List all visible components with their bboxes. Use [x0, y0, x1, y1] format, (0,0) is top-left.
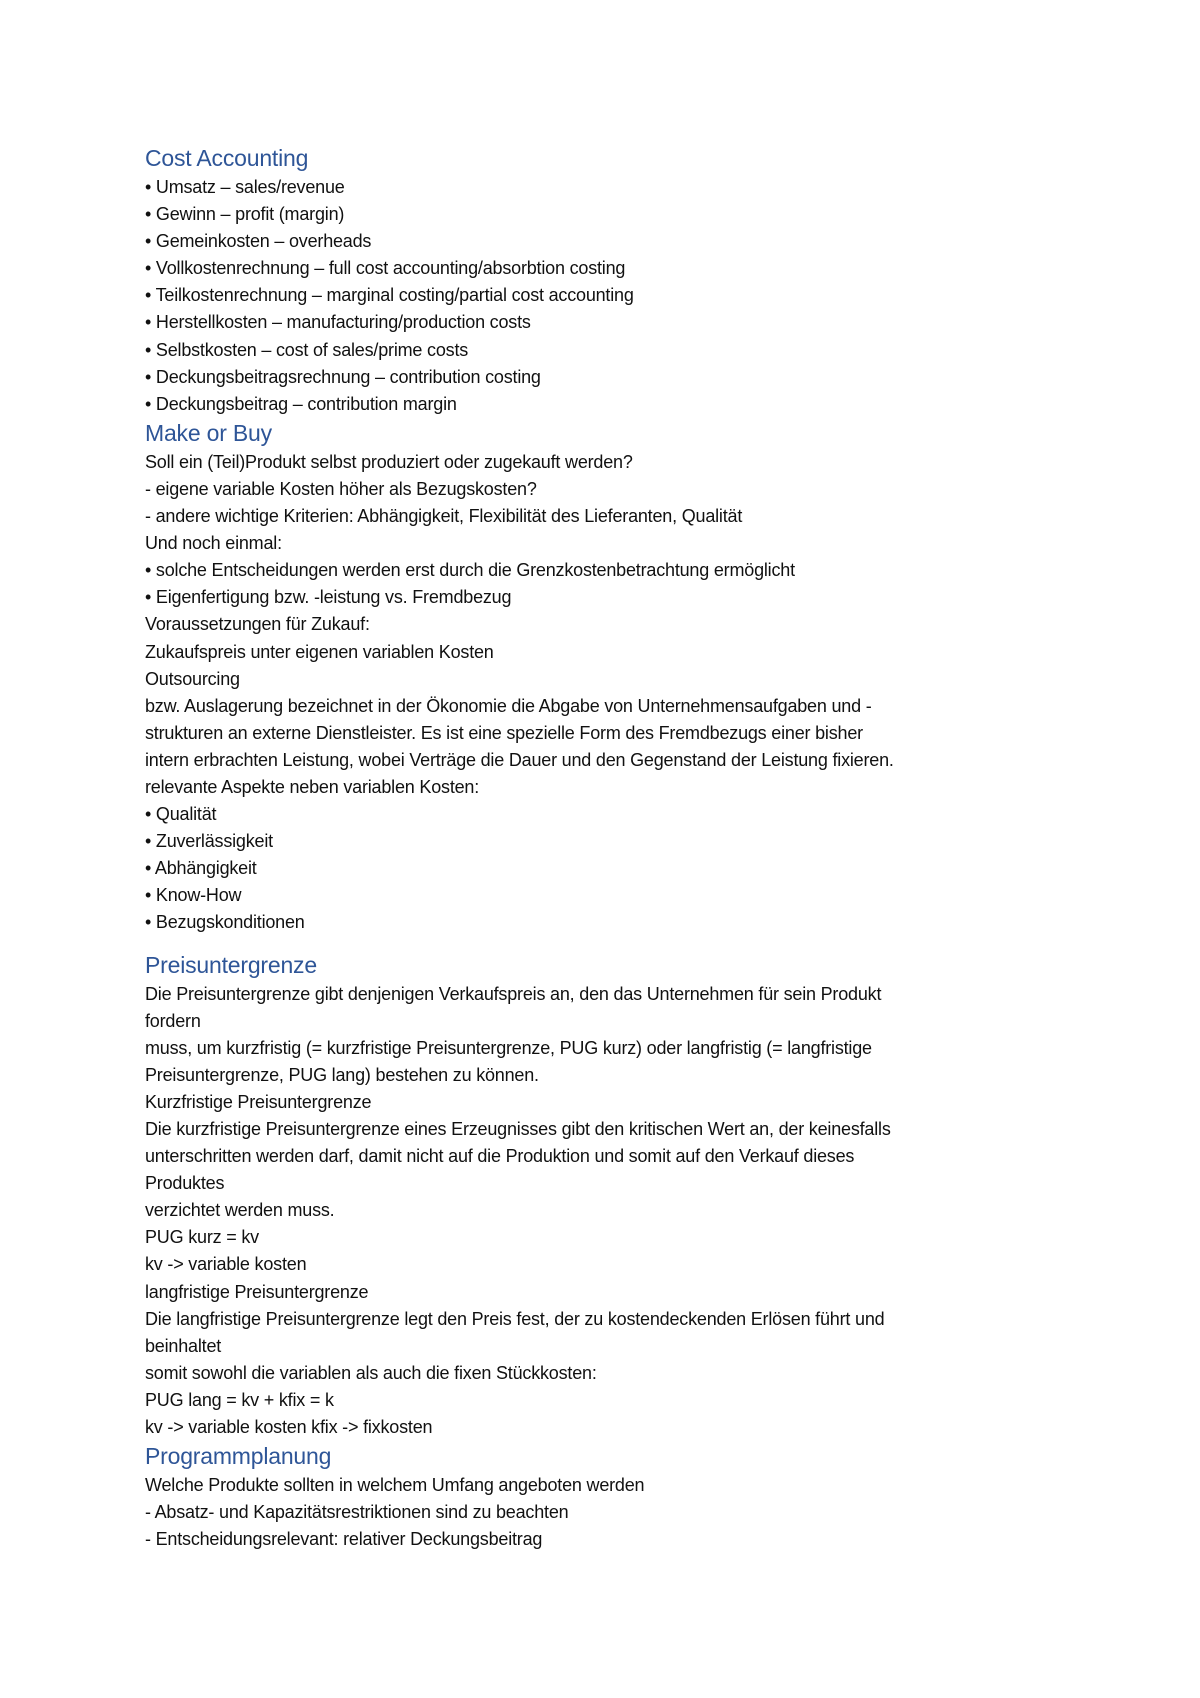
bullet-item: • Eigenfertigung bzw. -leistung vs. Fremdbezug — [145, 587, 512, 608]
text-line: muss, um kurzfristig (= kurzfristige Preisuntergrenze, PUG kurz) oder langfristig (= langfristige — [145, 1037, 872, 1058]
text-line: Die langfristige Preisuntergrenze legt den Preis fest, der zu kostendeckenden Erlösen führt und — [145, 1308, 885, 1329]
bullet-item: • Umsatz – sales/revenue — [145, 177, 345, 197]
text-line: - Absatz- und Kapazitätsrestriktionen sind zu beachten — [145, 1502, 569, 1523]
text-line: relevante Aspekte neben variablen Kosten: — [145, 776, 480, 797]
text-line: unterschritten werden darf, damit nicht auf die Produktion und somit auf den Verkauf dieses — [145, 1146, 855, 1167]
text-line: Die kurzfristige Preisuntergrenze eines Erzeugnisses gibt den kritischen Wert an, der keinesfalls — [145, 1119, 891, 1139]
bullet-item: • Vollkostenrechnung – full cost accounting/absorbtion costing — [145, 258, 626, 279]
text-line: Voraussetzungen für Zukauf: — [145, 614, 370, 635]
bullet-item: • Know-How — [145, 885, 242, 906]
formula-line: PUG kurz = kv — [145, 1227, 259, 1248]
bullet-item: • Bezugskonditionen — [145, 912, 305, 933]
bullet-item: • Qualität — [145, 804, 217, 825]
bullet-item: • Teilkostenrechnung – marginal costing/partial cost accounting — [145, 285, 634, 306]
text-line: intern erbrachten Leistung, wobei Verträge die Dauer und den Gegenstand der Leistung fixieren. — [145, 749, 894, 770]
bullet-item: • Zuverlässigkeit — [145, 831, 273, 852]
text-line: strukturen an externe Dienstleister. Es ist eine spezielle Form des Fremdbezugs einer bisher — [145, 722, 863, 743]
bullet-item: • Deckungsbeitrag – contribution margin — [145, 393, 457, 414]
text-line: - Entscheidungsrelevant: relativer Deckungsbeitrag — [145, 1529, 543, 1550]
text-line: somit sowohl die variablen als auch die fixen Stückkosten: — [145, 1362, 597, 1383]
section-heading-cost-accounting: Cost Accounting — [145, 145, 309, 171]
text-line: verzichtet werden muss. — [145, 1200, 335, 1221]
subheading-kurzfristige: Kurzfristige Preisuntergrenze — [145, 1091, 372, 1112]
text-line: Die Preisuntergrenze gibt denjenigen Verkaufspreis an, den das Unternehmen für sein Produkt — [145, 983, 882, 1004]
subheading-outsourcing: Outsourcing — [145, 668, 240, 689]
text-line: - andere wichtige Kriterien: Abhängigkeit, Flexibilität des Lieferanten, Qualität — [145, 506, 743, 527]
text-line: beinhaltet — [145, 1335, 222, 1356]
text-line: Produktes — [145, 1173, 225, 1194]
section-heading-preisuntergrenze: Preisuntergrenze — [145, 951, 317, 978]
text-line: Zukaufspreis unter eigenen variablen Kosten — [145, 641, 494, 662]
section-heading-programmplanung: Programmplanung — [145, 1443, 332, 1470]
text-line: fordern — [145, 1010, 201, 1031]
formula-line: PUG lang = kv + kfix = k — [145, 1389, 334, 1410]
document-page — [145, 143, 1065, 1553]
paragraph-spacer — [145, 937, 1065, 950]
bullet-item: • Abhängigkeit — [145, 858, 257, 879]
text-line: kv -> variable kosten kfix -> fixkosten — [145, 1417, 433, 1438]
bullet-item: • Selbstkosten – cost of sales/prime costs — [145, 339, 469, 360]
text-line: - eigene variable Kosten höher als Bezugskosten? — [145, 478, 537, 499]
text-line: kv -> variable kosten — [145, 1254, 307, 1275]
bullet-item: • Gewinn – profit (margin) — [145, 204, 345, 225]
text-line: Welche Produkte sollten in welchem Umfang angeboten werden — [145, 1475, 645, 1496]
text-line: Preisuntergrenze, PUG lang) bestehen zu können. — [145, 1064, 539, 1085]
bullet-item: • solche Entscheidungen werden erst durch die Grenzkostenbetrachtung ermöglicht — [145, 560, 795, 581]
bullet-item: • Deckungsbeitragsrechnung – contribution costing — [145, 366, 541, 387]
section-heading-make-or-buy: Make or Buy — [145, 419, 272, 446]
text-line: Und noch einmal: — [145, 533, 282, 554]
text-line: Soll ein (Teil)Produkt selbst produziert oder zugekauft werden? — [145, 451, 633, 472]
bullet-item: • Herstellkosten – manufacturing/production costs — [145, 312, 531, 333]
text-line: bzw. Auslagerung bezeichnet in der Ökonomie die Abgabe von Unternehmensaufgaben und - — [145, 695, 872, 716]
bullet-item: • Gemeinkosten – overheads — [145, 231, 372, 252]
subheading-langfristige: langfristige Preisuntergrenze — [145, 1281, 369, 1302]
